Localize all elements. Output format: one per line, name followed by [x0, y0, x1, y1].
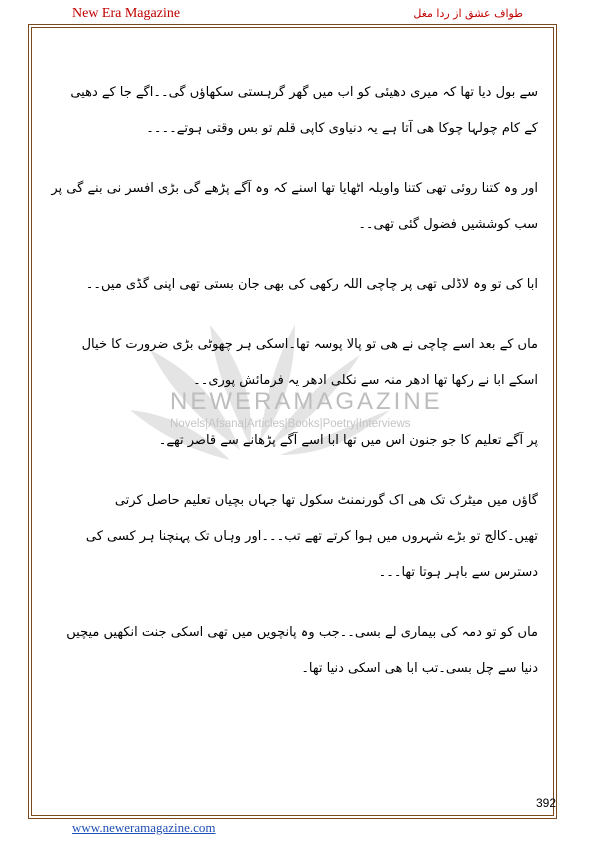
paragraph-2: [51, 174, 538, 246]
text-line: اور وہ کتنا روئی تھی کتنا واویلہ اٹھایا تھا اسنے کہ وہ آگے پڑھے گی بڑی افسر نی بنے گی پر: [51, 181, 538, 196]
text-line: تھیں۔کالج تو بڑے شہروں میں ہوا کرتے تھے تب۔۔۔اور وہاں تک پہنچنا ہر کسی کی: [85, 529, 538, 544]
website-link[interactable]: www.neweramagazine.com: [72, 820, 216, 835]
watermark-subtitle: Novels|Afsana|Articles|Books|Poetry|Interviews: [170, 418, 411, 430]
text-line: کے کام چولہا چوکا ھی آتا ہے یہ دنیاوی کاپی قلم تو بس وقتی ہوتے۔۔۔۔: [146, 121, 538, 136]
paragraph-3: [68, 270, 538, 306]
text-line: ابا کی تو وہ لاڈلی تھی پر چاچی اللہ رکھی کی بھی جان بستی تھی اپنی گڈی میں۔۔: [85, 277, 538, 292]
text-line: ماں کے بعد اسے چاچی نے ھی تو پالا پوسہ تھا۔اسکی ہر چھوٹی بڑی ضرورت کا خیال: [81, 337, 538, 352]
text-line: ماں کو تو دمہ کی بیماری لے بسی۔۔جب وہ پانچویں میں تھی اسکی جنت انکھیں میچیں: [66, 625, 538, 640]
paragraph-5: [68, 426, 538, 462]
article-body: [51, 78, 538, 714]
text-line: سے بول دیا تھا کہ میری دھیئی کو اب میں گھر گرہستی سکھاؤں گی۔۔اگے جا کے دھیی: [70, 85, 538, 100]
paragraph-1: [68, 78, 538, 150]
text-line: گاؤں میں میٹرک تک ھی اک گورنمنٹ سکول تھا جہاں بچیاں تعلیم حاصل کرتی: [114, 493, 538, 508]
text-line: پر آگے تعلیم کا جو جنون اس میں تھا ابا اسے آگے پڑھانے سے قاصر تھے۔: [158, 433, 538, 448]
watermark-title: NEWERAMAGAZINE: [170, 388, 443, 415]
paragraph-4: [68, 330, 538, 402]
text-line: دسترس سے باہر ہوتا تھا۔۔۔: [378, 565, 538, 580]
novel-title: طواف عشق از ردا مغل: [413, 7, 523, 20]
paragraph-6: [68, 486, 538, 594]
page-number: 392: [536, 796, 557, 810]
text-line: سب کوششیں فضول گئی تھی۔۔: [358, 217, 538, 232]
text-line: اسکے ابا نے رکھا تھا ادھر منہ سے نکلی ادھر یہ فرمائش پوری۔۔: [193, 373, 538, 388]
magazine-name: New Era Magazine: [72, 6, 181, 21]
paragraph-7: [68, 618, 538, 690]
text-line: دنیا سے چل بسی۔تب ابا ھی اسکی دنیا تھا۔: [301, 661, 538, 676]
